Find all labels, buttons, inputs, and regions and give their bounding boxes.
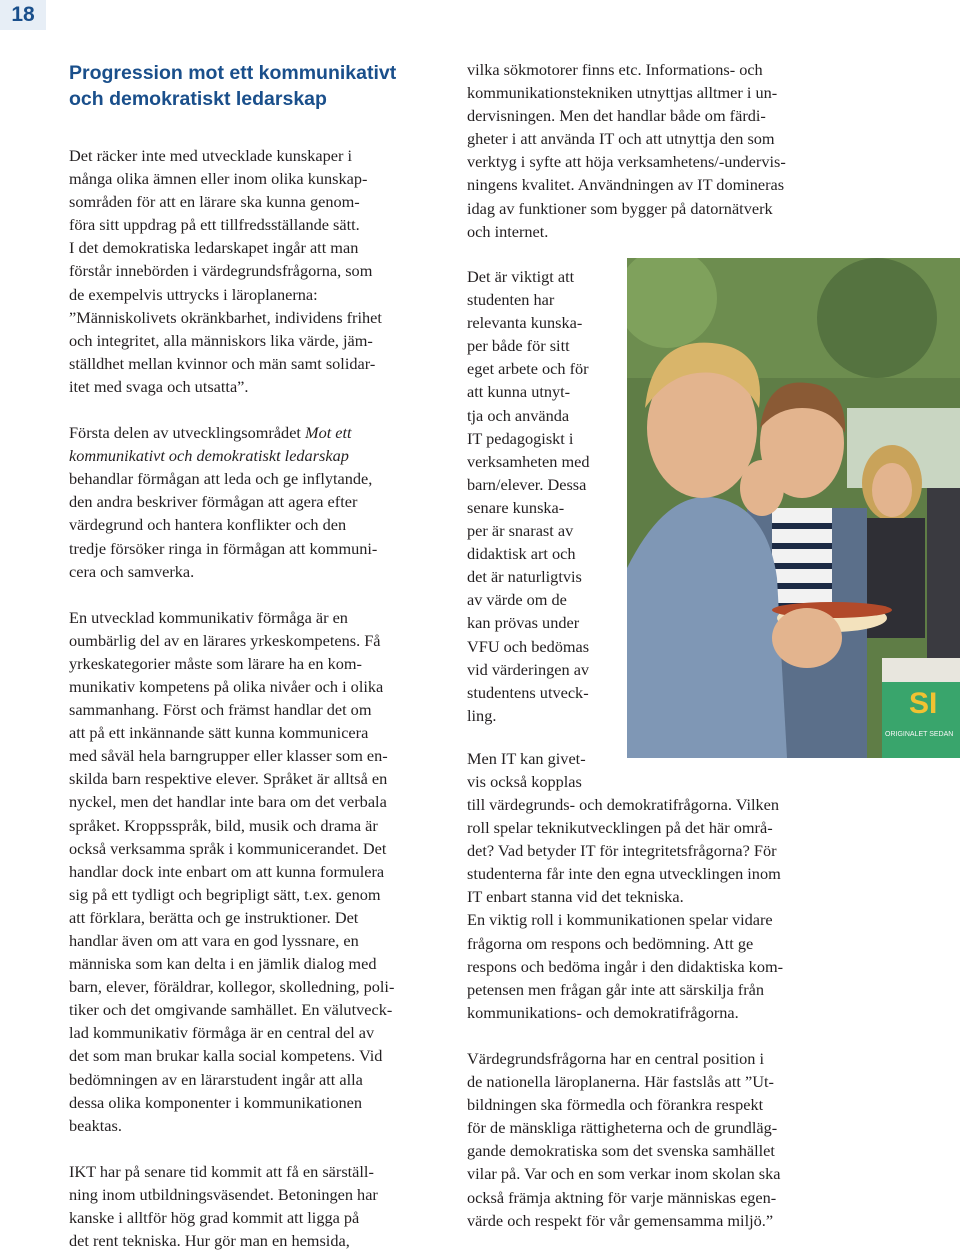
text-line: ställdhet mellan kvinnor och män samt solidar- [69,353,376,373]
text-line: itet med svaga och utsatta”. [69,376,249,396]
text-line: verksamheten med [467,451,590,471]
text-line: den andra beskriver förmågan att agera efter [69,492,358,512]
denim-jacket [627,497,787,758]
text-line: tredje försöker ringa in förmågan att kommuni- [69,538,378,558]
page-number-tab [0,0,46,30]
text-line: per både för sitt [467,336,570,356]
text-line: kanske i alltför hög grad kommit att ligga på [69,1208,360,1228]
italic-title: Mot ett [305,423,352,443]
crate-lid [882,658,960,682]
text-line: Värdegrundsfrågorna har en central position i [467,1048,765,1068]
text-line: med såväl hela barngrupper eller klasser som en- [69,746,388,766]
text-line: dessa olika komponenter i kommunikationen [69,1092,363,1112]
text-line: IT pedagogiskt i [467,428,574,448]
text-line: I det demokratiska ledarskapet ingår att man [69,238,359,258]
paragraph-communicative-ability [69,606,449,1137]
text-line: frågorna om respons och bedömning. Att ge [467,933,754,953]
text-line: studentens utveck- [467,682,589,702]
text-line: ningens kvalitet. Användningen av IT domineras [467,175,785,195]
text-line: sområden för att en lärare ska kunna genom- [69,192,360,212]
text-line: studenten har [467,290,555,310]
text-line: värdegrund och hantera konflikter och den [69,515,347,535]
paragraph-it-values [467,793,857,1024]
pointing-hand [740,460,784,516]
page-number: 18 [11,3,35,26]
text-line: de exempelvis uttrycks i läroplanerna: [69,284,318,304]
crate-brand: SI [909,687,938,720]
text-line: vid värderingen av [467,659,590,679]
crate-label: ORIGINALET SEDAN [885,731,954,738]
text-line: vilka sökmotorer finns etc. Informations- och [467,60,763,79]
students-photo-illustration [627,258,960,758]
text-line: och internet. [467,221,549,241]
text-line: att på ett inkännande sätt kunna kommunicera [69,723,369,743]
text-line: kan prövas under [467,613,580,633]
text-line: människa som kan delta i en jämlik dialog med [69,954,377,974]
text-line: sig på ett tydligt och begripligt sätt, t.ex. genom [69,884,381,904]
text-line: roll spelar teknikutvecklingen på det här områ- [467,818,773,838]
text-line: det som man brukar kalla social kompetens. Vid [69,1046,383,1066]
text-line: kommunikations- och demokratifrågorna. [467,1002,739,1022]
text-line: gande demokratiska som det svenska samhället [467,1141,775,1161]
text-line: handlar dock inte enbart om att kunna formulera [69,861,385,881]
text-line: också verksamma språk i kommunicerandet. Det [69,838,387,858]
text-line: förstår innebörden i värdegrundsfrågorna, som [69,261,373,281]
text-line: Det är viktigt att [467,267,575,286]
text-line: värde och respekt för vår gemensamma miljö.” [467,1210,774,1230]
text-line: yrkeskategorier måste som lärare ha en kom- [69,653,362,673]
text-line: gheter i att använda IT och att utnyttja den som [467,129,775,149]
italic-title: kommunikativt och demokratiskt ledarskap [69,446,349,466]
paragraph-development-area [69,421,449,583]
paragraph-it-relevance [467,265,617,727]
text-line: dervisningen. Men det handlar både om färdi- [467,106,766,126]
paragraph-ikt [69,1160,449,1252]
text-line: tiker och det omgivande samhället. En välutveck- [69,1000,393,1020]
text-line: oumbärlig del av en lärares yrkeskompetens. Få [69,630,381,650]
text-line: per är snarast av [467,521,574,541]
text-line: språket. Kroppsspråk, bild, musik och drama är [69,815,378,835]
text-line: nyckel, men det handlar inte bara om det verbala [69,792,387,812]
text-line: studenterna får inte den egna utvecklingen inom [467,864,781,884]
text-line: senare kunska- [467,497,565,517]
text-line: de nationella läroplanerna. Här fastslås att ”Ut- [467,1072,774,1092]
tree-shade [817,258,937,378]
text-line: att kunna utnyt- [467,382,571,402]
right-column-bottom [467,793,857,1232]
text-line: En utvecklad kommunikativ förmåga är en [69,607,348,627]
text-line: idag av funktioner som bygger på datornätverk [467,198,773,218]
text-line: skilda barn respektive elever. Språket är alltså en [69,769,388,789]
heading-line: Progression mot ett kommunikativt [69,62,397,84]
text-line: föra sitt uppdrag på ett tillfredsställande sätt. [69,215,360,235]
text-line: En viktig roll i kommunikationen spelar vidare [467,910,773,930]
text-line: vilar på. Var och en som verkar inom skolan ska [467,1164,781,1184]
text-line: kommunikationstekniken utnyttjas alltmer i un- [467,83,778,103]
text-line: respons och bedöma ingår i den didaktiska kom- [467,956,784,976]
text-line: vis också kopplas [467,772,582,792]
text-line: sammanhang. Först och främst handlar det om [69,700,372,720]
text-line: didaktisk art och [467,544,576,564]
text-line: IT enbart stanna vid det tekniska. [467,887,684,907]
paragraph-value-foundation [467,1047,857,1232]
text-line: det rent tekniska. Hur gör man en hemsida, [69,1231,350,1251]
paragraph-intro [69,144,449,398]
text-line: många olika ämnen eller inom olika kunskap- [69,169,368,189]
text-line: av värde om de [467,590,567,610]
text-line: till värdegrunds- och demokratifrågorna. Vilken [467,795,780,814]
text-line: munikativ kompetens på olika nivåer och i olika [69,676,384,696]
text-line: petensen men frågan går inte att särskilja från [467,979,765,999]
holding-hand [772,608,842,668]
text-line: beaktas. [69,1115,122,1135]
text-line: IKT har på senare tid kommit att få en särställ- [69,1161,374,1181]
text-line: bedömningen av en lärarstudent ingår att alla [69,1069,363,1089]
text-line: barn, elever, föräldrar, kollegor, skolledning, poli- [69,977,395,997]
text-line: Men IT kan givet- [467,749,586,768]
text-line: bildningen ska förmedla och förankra respekt [467,1095,764,1115]
text-line: Första delen av utvecklingsområdet Mot ett [69,423,352,443]
text-line: barn/elever. Dessa [467,474,587,494]
right-column-top [467,58,857,243]
text-line: det är naturligtvis [467,567,582,587]
heading-line: och demokratiskt ledarskap [69,88,327,110]
text-line: lad kommunikativ förmåga är en central del av [69,1023,375,1043]
text-line: ling. [467,705,497,725]
text-line: tja och använda [467,405,570,425]
text-line: cera och samverka. [69,561,195,581]
text-line: eget arbete och för [467,359,589,379]
text-line: för de mänskliga rättigheterna och de grundläg- [467,1118,778,1138]
text-line: Det räcker inte med utvecklade kunskaper i [69,146,352,165]
text-line: också främja aktning för varje människas egen- [467,1187,777,1207]
left-column [69,60,449,1252]
text-line: att förklara, berätta och ge instruktioner. Det [69,907,359,927]
text-line: det? Vad betyder IT för integritetsfrågorna? För [467,841,777,861]
paragraph-it-continued [467,58,857,243]
students-photo [627,258,960,758]
text-line [69,444,449,467]
text-line: handlar även om att vara en god lyssnare, en [69,931,359,950]
blonde-girl-face [872,463,912,517]
section-heading [69,60,449,112]
text-line: verktyg i syfte att höja verksamhetens/-undervis- [467,152,786,172]
text-line: relevanta kunska- [467,313,583,333]
text-line: och integritet, alla människors lika värde, jäm- [69,330,373,350]
paragraph-it-values-start [467,747,617,793]
text-line: ”Människolivets okränkbarhet, individens frihet [69,307,382,327]
text-line: VFU och bedömas [467,636,590,656]
text-line: behandlar förmågan att leda och ge inflytande, [69,469,373,489]
text-line: ning inom utbildningsväsendet. Betoningen har [69,1184,378,1204]
